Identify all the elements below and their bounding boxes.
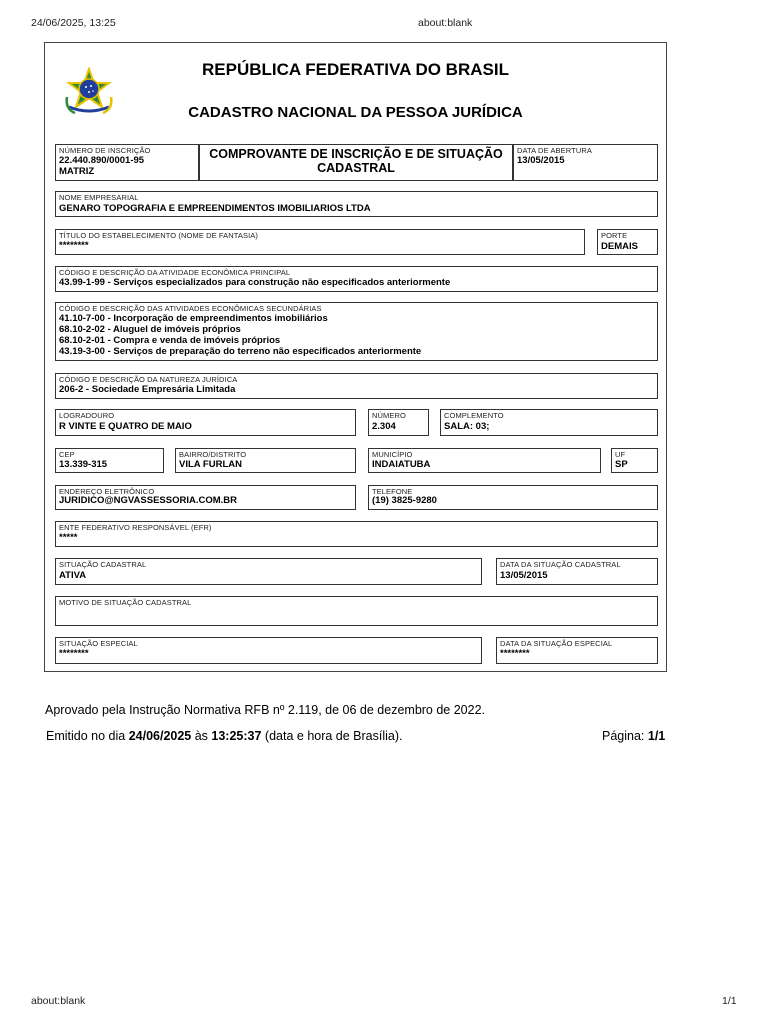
aprovado-text: Aprovado pela Instrução Normativa RFB nº 2.119, de 06 de dezembro de 2022. bbox=[45, 703, 486, 717]
natureza-juridica-box bbox=[55, 373, 658, 399]
logradouro-box bbox=[55, 409, 356, 436]
email-value: JURIDICO@NGVASSESSORIA.COM.BR bbox=[59, 495, 237, 506]
uf-label: UF bbox=[615, 450, 626, 459]
atividades-secundarias-box bbox=[55, 302, 658, 361]
data-especial-box bbox=[496, 637, 658, 664]
municipio-box bbox=[368, 448, 601, 473]
complemento-value: SALA: 03; bbox=[444, 421, 490, 432]
emitido-time: 13:25:37 bbox=[211, 729, 262, 743]
comprovante-box bbox=[199, 144, 513, 181]
situacao-value: ATIVA bbox=[59, 570, 87, 581]
print-page-count: 1/1 bbox=[722, 995, 737, 1007]
data-especial-label: DATA DA SITUAÇÃO ESPECIAL bbox=[500, 639, 613, 648]
data-situacao-value: 13/05/2015 bbox=[500, 570, 548, 581]
atividade-principal-label: CÓDIGO E DESCRIÇÃO DA ATIVIDADE ECONÔMICA PRINCIPAL bbox=[59, 268, 291, 277]
email-box bbox=[55, 485, 356, 510]
inscricao-label: NÚMERO DE INSCRIÇÃO bbox=[59, 146, 151, 155]
emitido-suffix: (data e hora de Brasília). bbox=[261, 729, 403, 743]
municipio-label: MUNICÍPIO bbox=[372, 450, 413, 459]
especial-value: ******** bbox=[59, 648, 89, 659]
atividade-principal-box bbox=[55, 266, 658, 292]
bairro-box bbox=[175, 448, 356, 473]
nome-value: GENARO TOPOGRAFIA E EMPREENDIMENTOS IMOBILIARIOS LTDA bbox=[59, 203, 371, 214]
email-label: ENDEREÇO ELETRÔNICO bbox=[59, 487, 155, 496]
porte-box bbox=[597, 229, 658, 255]
municipio-value: INDAIATUBA bbox=[372, 459, 431, 470]
print-url: about:blank bbox=[418, 17, 473, 29]
print-timestamp: 24/06/2025, 13:25 bbox=[31, 17, 116, 29]
data-especial-value: ******** bbox=[500, 648, 530, 659]
data-situacao-box bbox=[496, 558, 658, 585]
atividade-secundaria-item: 68.10-2-01 - Compra e venda de imóveis próprios bbox=[59, 335, 281, 346]
emitido-mid: às bbox=[191, 729, 212, 743]
atividade-secundaria-item: 43.19-3-00 - Serviços de preparação do terreno não especificados anteriormente bbox=[59, 346, 422, 357]
data-situacao-label: DATA DA SITUAÇÃO CADASTRAL bbox=[500, 560, 621, 569]
cep-value: 13.339-315 bbox=[59, 459, 108, 470]
atividades-secundarias-label: CÓDIGO E DESCRIÇÃO DAS ATIVIDADES ECONÔMICAS SECUNDÁRIAS bbox=[59, 304, 322, 313]
comprovante-title bbox=[200, 147, 512, 175]
atividade-principal-value: 43.99-1-99 - Serviços especializados para construção não especificados anteriormente bbox=[59, 277, 451, 288]
bairro-value: VILA FURLAN bbox=[179, 459, 242, 470]
fantasia-label: TÍTULO DO ESTABELECIMENTO (NOME DE FANTASIA) bbox=[59, 231, 259, 240]
complemento-box bbox=[440, 409, 658, 436]
porte-value: DEMAIS bbox=[601, 241, 638, 252]
natureza-label: CÓDIGO E DESCRIÇÃO DA NATUREZA JURÍDICA bbox=[59, 375, 238, 384]
logradouro-value: R VINTE E QUATRO DE MAIO bbox=[59, 421, 192, 432]
atividade-secundaria-item: 68.10-2-02 - Aluguel de imóveis próprios bbox=[59, 324, 241, 335]
document-subtitle: CADASTRO NACIONAL DA PESSOA JURÍDICA bbox=[188, 104, 523, 121]
document-title: REPÚBLICA FEDERATIVA DO BRASIL bbox=[202, 60, 509, 79]
pagina-text bbox=[602, 729, 665, 743]
efr-value: ***** bbox=[59, 532, 78, 543]
motivo-label: MOTIVO DE SITUAÇÃO CADASTRAL bbox=[59, 598, 192, 607]
telefone-label: TELEFONE bbox=[372, 487, 413, 496]
numero-box bbox=[368, 409, 429, 436]
nome-label: NOME EMPRESARIAL bbox=[59, 193, 139, 202]
situacao-label: SITUAÇÃO CADASTRAL bbox=[59, 560, 147, 569]
fantasia-value: ******** bbox=[59, 240, 89, 251]
pagina-value: 1/1 bbox=[647, 729, 666, 743]
cep-box bbox=[55, 448, 164, 473]
natureza-value: 206-2 - Sociedade Empresária Limitada bbox=[59, 384, 236, 395]
uf-value: SP bbox=[615, 459, 628, 470]
abertura-value: 13/05/2015 bbox=[517, 155, 565, 166]
atividade-secundaria-item: 41.10-7-00 - Incorporação de empreendimentos imobiliários bbox=[59, 313, 328, 324]
emitido-date: 24/06/2025 bbox=[128, 729, 192, 743]
efr-box bbox=[55, 521, 658, 547]
complemento-label: COMPLEMENTO bbox=[444, 411, 504, 420]
porte-label: PORTE bbox=[601, 231, 628, 240]
bairro-label: BAIRRO/DISTRITO bbox=[179, 450, 247, 459]
situacao-box bbox=[55, 558, 482, 585]
numero-label: NÚMERO bbox=[372, 411, 406, 420]
efr-label: ENTE FEDERATIVO RESPONSÁVEL (EFR) bbox=[59, 523, 212, 532]
numero-value: 2.304 bbox=[372, 421, 396, 432]
print-footer-url: about:blank bbox=[31, 995, 86, 1007]
abertura-box bbox=[513, 144, 658, 181]
inscricao-box bbox=[55, 144, 199, 181]
motivo-box bbox=[55, 596, 658, 626]
especial-box bbox=[55, 637, 482, 664]
telefone-box bbox=[368, 485, 658, 510]
especial-label: SITUAÇÃO ESPECIAL bbox=[59, 639, 138, 648]
emitido-text bbox=[46, 729, 403, 743]
abertura-label: DATA DE ABERTURA bbox=[517, 146, 592, 155]
logradouro-label: LOGRADOURO bbox=[59, 411, 115, 420]
cnpj-document bbox=[44, 42, 667, 672]
cep-label: CEP bbox=[59, 450, 75, 459]
comprovante-line1: COMPROVANTE DE INSCRIÇÃO E DE SITUAÇÃO bbox=[209, 147, 503, 161]
inscricao-tipo: MATRIZ bbox=[59, 166, 95, 177]
fantasia-box bbox=[55, 229, 585, 255]
pagina-label: Página: bbox=[602, 729, 648, 743]
comprovante-line2: CADASTRAL bbox=[317, 161, 395, 175]
uf-box bbox=[611, 448, 658, 473]
nome-empresarial-box bbox=[55, 191, 658, 217]
emitido-prefix: Emitido no dia bbox=[46, 729, 129, 743]
telefone-value: (19) 3825-9280 bbox=[372, 495, 437, 506]
inscricao-value: 22.440.890/0001-95 bbox=[59, 155, 145, 166]
